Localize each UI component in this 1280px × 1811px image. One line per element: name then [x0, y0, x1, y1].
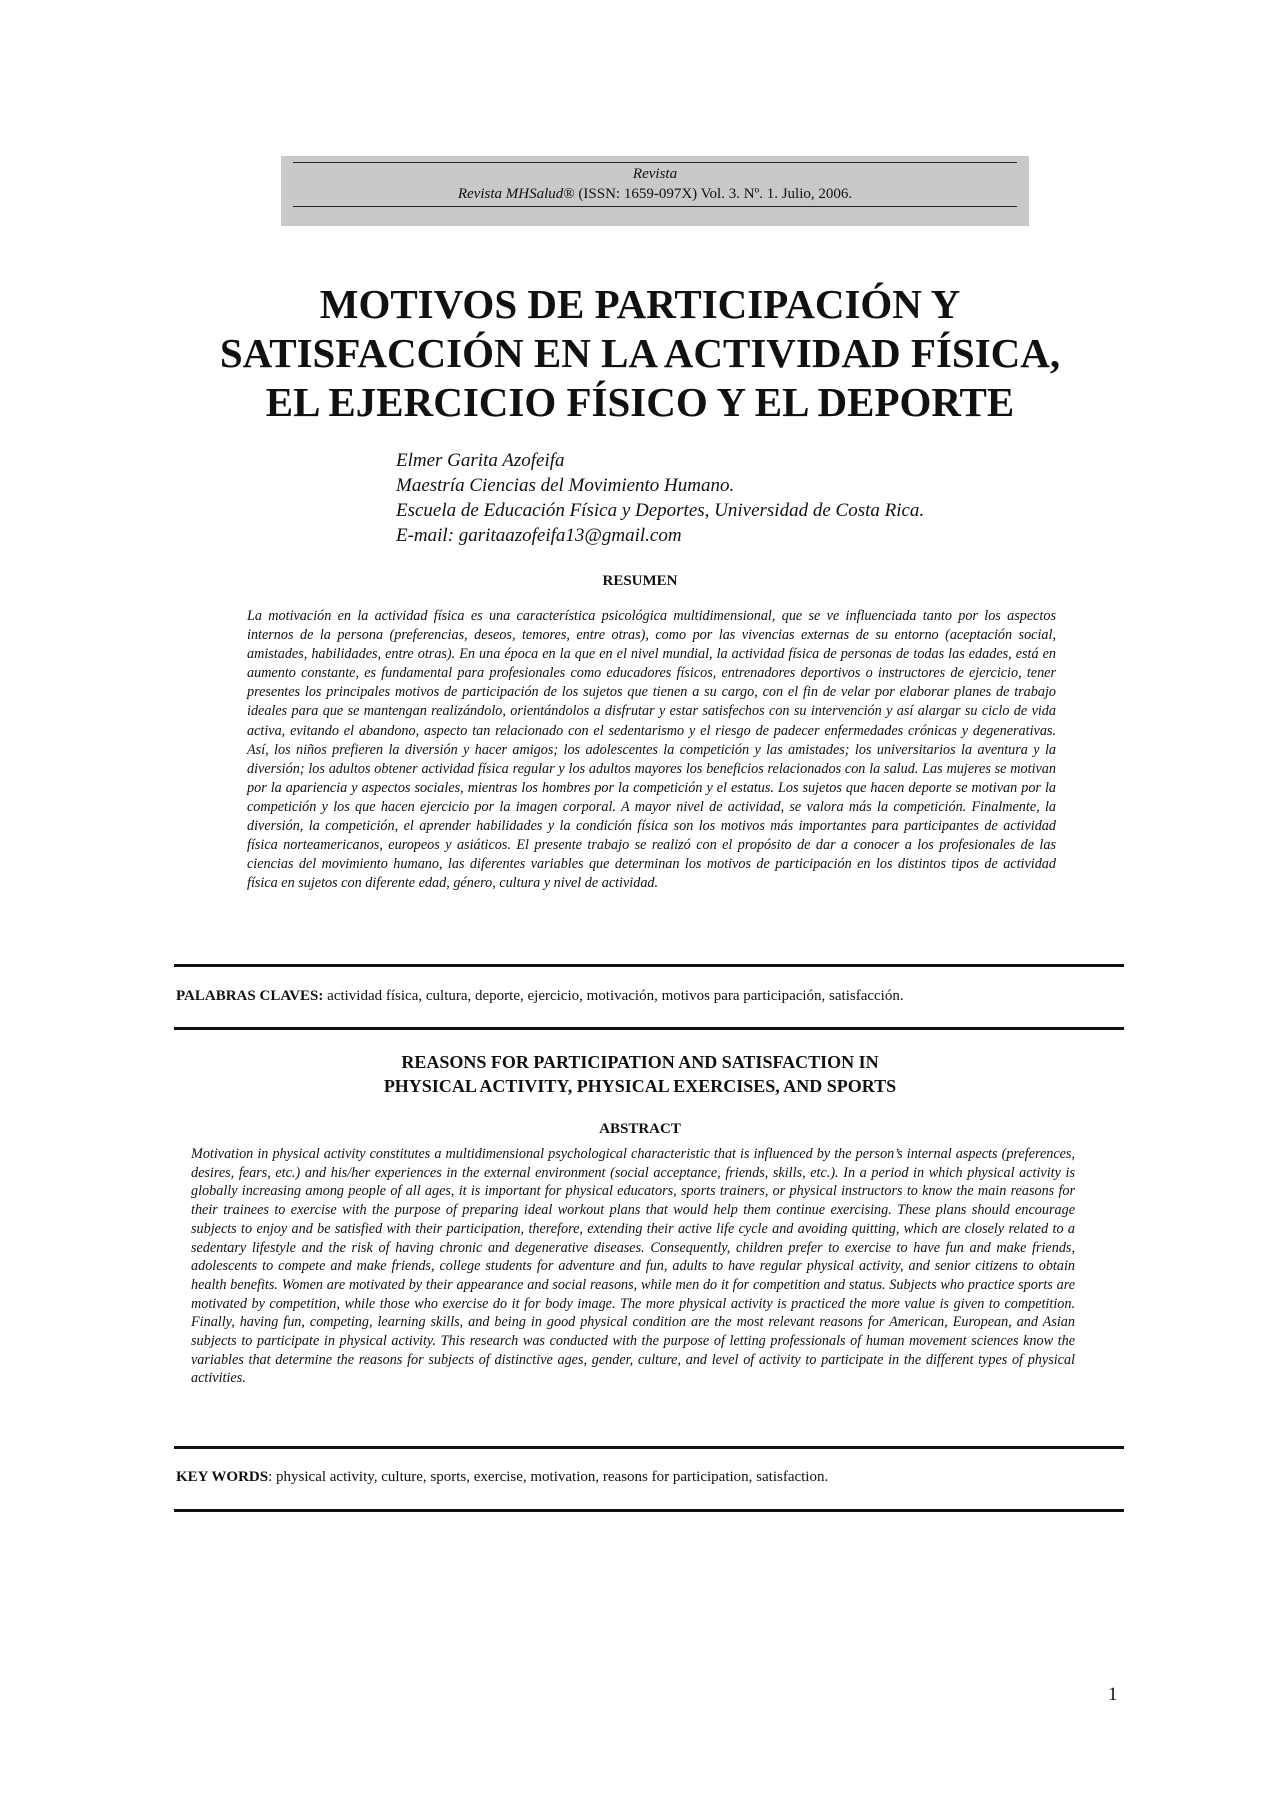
title-line: MOTIVOS DE PARTICIPACIÓN Y	[319, 281, 961, 327]
palabras-claves-label: PALABRAS CLAVES:	[176, 988, 324, 1004]
header-bottom-rule	[293, 206, 1017, 207]
journal-header	[281, 156, 1029, 226]
key-words	[176, 1469, 828, 1486]
section-divider	[174, 1027, 1124, 1030]
palabras-claves	[176, 988, 904, 1005]
section-divider	[174, 1446, 1124, 1449]
author-institution: Escuela de Educación Física y Deportes, Universidad de Costa Rica.	[396, 500, 925, 521]
page-number: 1	[1108, 1684, 1118, 1705]
english-title-line: PHYSICAL ACTIVITY, PHYSICAL EXERCISES, AND SPORTS	[383, 1076, 897, 1096]
author-name: Elmer Garita Azofeifa	[396, 450, 565, 471]
journal-name: Revista MHSalud	[457, 186, 564, 202]
abstract-heading: ABSTRACT	[599, 1121, 681, 1137]
journal-header-line2	[281, 186, 1029, 203]
abstract-text: Motivation in physical activity constitutes a multidimensional psychological characteristic that is influenced by the person’s internal aspects (preferences, desires, fears, etc.) and his/her experiences in the external environment (social acceptance, friends, skills, etc.). In a period in which physical activity is globally increasing among people of all ages, it is important for physical educators, sports trainers, or physical instructors to know the main reasons for their trainees to exercise with the purpose of preparing ideal workout plans that would help them continue exercising. These plans should encourage subjects to enjoy and be satisfied with their participation, therefore, extending their active life cycle and avoiding quitting, which are closely related to a sedentary lifestyle and the risk of having chronic and degenerative diseases. Consequently, children prefer to exercise to have fun and make friends, adolescents to compete and make friends, college students for adventure and fun, adults to have regular physical activity, and senior citizens to obtain health benefits. Women are motivated by their appearance and social reasons, while men do it for competition and status. Subjects who practice sports are motivated by competition, while those who exercise do it for body image. The more physical activity is practiced the more value is given to competition. Finally, having fun, competing, learning skills, and being in good physical condition are the most relevant reasons for American, European, and Asian subjects to participate in physical activity. This research was conducted with the purpose of letting professionals of human movement sciences know the variables that determine the reasons for subjects of distinctive ages, gender, culture, and level of activity to participate in the different types of physical activities.	[191, 1146, 1075, 1387]
author-email: E-mail: garitaazofeifa13@gmail.com	[396, 525, 682, 546]
english-title-line: REASONS FOR PARTICIPATION AND SATISFACTION IN	[401, 1052, 879, 1072]
header-top-rule	[293, 162, 1017, 163]
key-words-text: : physical activity, culture, sports, exercise, motivation, reasons for participation, satisfaction.	[268, 1469, 829, 1485]
section-divider	[174, 964, 1124, 967]
resumen-heading: RESUMEN	[602, 573, 678, 589]
author-block	[396, 448, 924, 548]
paper-title	[140, 280, 1140, 427]
title-line: EL EJERCICIO FÍSICO Y EL DEPORTE	[265, 379, 1015, 425]
resumen-text: La motivación en la actividad física es una característica psicológica multidimensional, que se ve influenciada tanto por los aspectos internos de la persona (preferencias, deseos, temores, entre otras), como por las vivencias externas de su entorno (aceptación social, amistades, habilidades, entre otras). En una época en la que en el nivel mundial, la actividad física de personas de todas las edades, está en aumento constante, es fundamental para profesionales como educadores físicos, entrenadores deportivos o instructores de ejercicio, tener presentes los principales motivos de participación de los sujetos que tienen a su cargo, con el fin de velar por elaborar planes de trabajo ideales para que se mantengan realizándolo, orientándolos a disfrutar y estar satisfechos con su intervención y así alargar su ciclo de vida activa, evitando el abandono, aspecto tan relacionado con el sedentarismo y el riesgo de padecer enfermedades crónicas y degenerativas. Así, los niños prefieren la diversión y hacer amigos; los adolescentes la competición y las amistades; los universitarios la aventura y la diversión; los adultos obtener actividad física regular y los adultos mayores los beneficios relacionados con la salud. Las mujeres se motivan por la apariencia y aspectos sociales, mientras los hombres por la competición y el estatus. Los sujetos que hacen deporte se motivan por la competición y los que hacen ejercicio por la imagen corporal. A mayor nivel de actividad, se valora más la competición. Finalmente, la diversión, la competición, el aprender habilidades y la condición física son los motivos más importantes para participantes de actividad física norteamericanos, europeos y asiáticos. El presente trabajo se realizó con el propósito de dar a conocer a los profesionales de las ciencias del movimiento humano, las diferentes variables que determinan los motivos de participación en los distintos tipos de actividad física en sujetos con diferente edad, género, cultura y nivel de actividad.	[247, 608, 1056, 892]
title-line: SATISFACCIÓN EN LA ACTIVIDAD FÍSICA,	[219, 330, 1061, 376]
key-words-label: KEY WORDS	[176, 1469, 269, 1485]
english-title	[0, 1050, 1280, 1098]
palabras-claves-text: actividad física, cultura, deporte, ejercicio, motivación, motivos para participación, satisfacción.	[323, 988, 904, 1004]
section-divider	[174, 1509, 1124, 1512]
journal-header-line1: Revista	[632, 166, 678, 182]
journal-details: ® (ISSN: 1659-097X) Vol. 3. Nº. 1. Julio, 2006.	[563, 186, 853, 202]
author-program: Maestría Ciencias del Movimiento Humano.	[396, 475, 735, 496]
